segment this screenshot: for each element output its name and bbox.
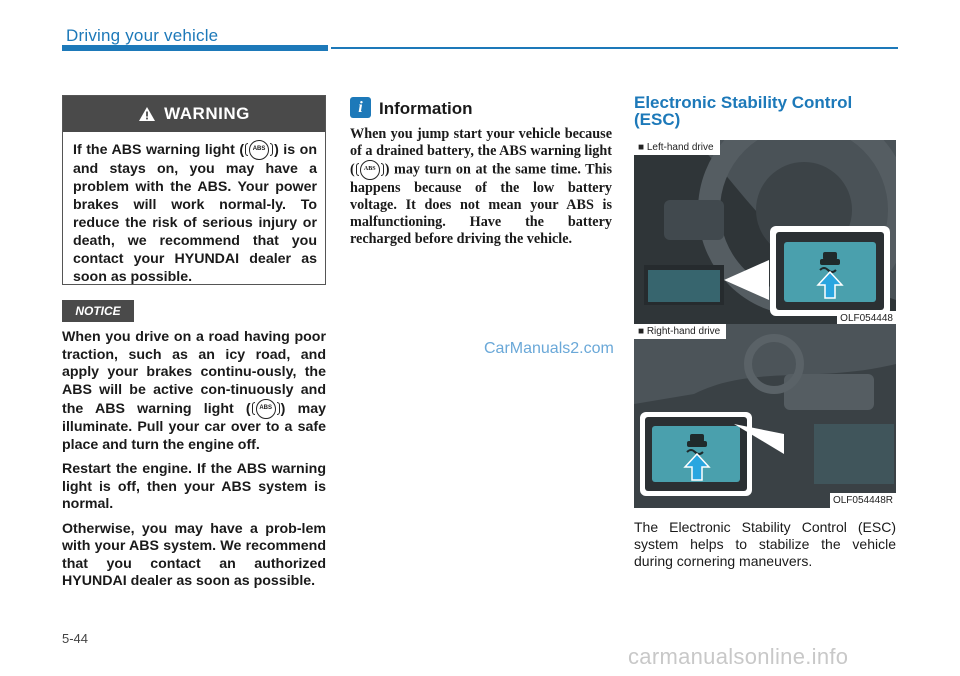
watermark-link[interactable]: CarManuals2.com xyxy=(484,340,614,357)
notice-body xyxy=(62,329,326,598)
header-rule-thin xyxy=(331,47,898,49)
page-number: 5-44 xyxy=(62,631,89,646)
notice-paragraph-3: Otherwise, you may have a prob-lem with your ABS system. We recommend that you contact an authorized HYUNDAI dealer as soon as possible. xyxy=(62,520,326,589)
information-icon: i xyxy=(350,97,371,118)
abs-warning-icon: ABS xyxy=(249,140,269,160)
dashboard-photo-right xyxy=(634,324,896,508)
warning-box xyxy=(62,95,326,285)
warning-header xyxy=(63,96,325,132)
esc-description: The Electronic Stability Control (ESC) system helps to stabilize the vehicle during cornering maneuvers. xyxy=(634,519,896,569)
information-text: When you jump start your vehicle because of a drained battery, the ABS warning light ( ABS ) may turn on at the same time. This happens because of the low battery voltage. It does not mean your ABS is malfunctioning. Have the battery recharged before driving the vehicle. xyxy=(350,126,612,247)
notice-label: NOTICE xyxy=(62,300,134,322)
notice-paragraph-2: Restart the engine. If the ABS warning light is off, then your ABS system is normal. xyxy=(62,461,326,512)
esc-title: Electronic Stability Control (ESC) xyxy=(634,93,853,129)
header-rule-thick xyxy=(62,45,328,51)
warning-triangle-icon xyxy=(138,106,156,122)
footer-watermark[interactable]: carmanualsonline.info xyxy=(628,644,849,669)
dashboard-photo-left xyxy=(634,140,896,326)
abs-warning-icon: ABS xyxy=(256,399,276,419)
notice-paragraph-1: When you drive on a road having poor traction, such as an icy road, and apply your brakes continu-ously, the ABS will be active con-tinuously and the ABS warning light ( ABS ) may illuminate. Pull your car over to a safe place and turn the engine off. xyxy=(62,329,326,453)
figure-code-right: OLF054448R xyxy=(830,493,896,508)
warning-text: If the ABS warning light ( ABS ) is on and stays on, you may have a problem with the ABS. Your power brakes will work normal-ly. To reduce the risk of serious injury or death, we recommend that you contact your HYUNDAI dealer as soon as possible. xyxy=(73,141,318,285)
abs-warning-icon: ABS xyxy=(360,160,380,180)
information-title: Information xyxy=(379,99,473,118)
figure-left-hand-drive xyxy=(634,140,896,326)
figure-tag-right: ■ Right-hand drive xyxy=(634,324,726,339)
figure-tag-left: ■ Left-hand drive xyxy=(634,140,720,155)
section-title: Driving your vehicle xyxy=(66,26,219,45)
figure-code-left: OLF054448 xyxy=(837,311,896,326)
warning-heading: WARNING xyxy=(164,104,250,123)
figure-right-hand-drive xyxy=(634,324,896,508)
